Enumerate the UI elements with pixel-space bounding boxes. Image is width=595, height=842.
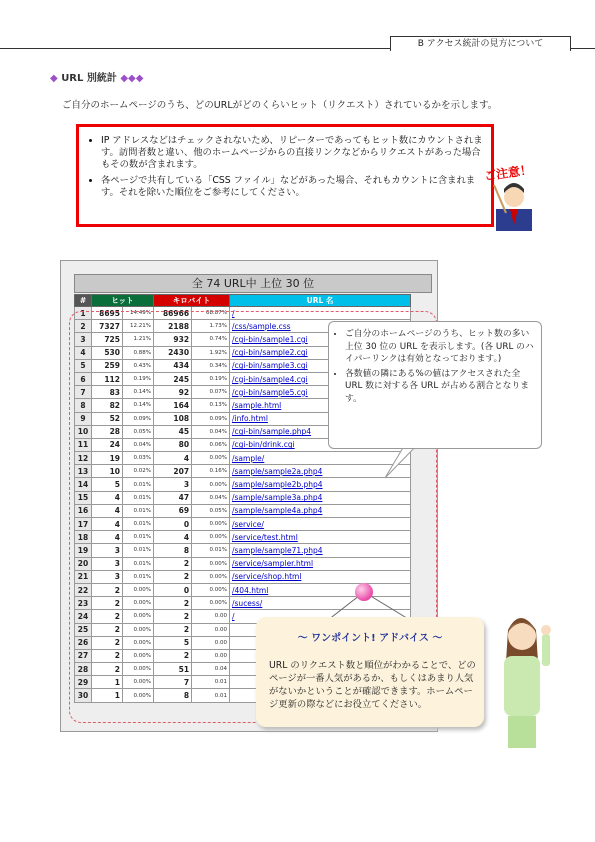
url-link[interactable]: /service/: [230, 518, 411, 531]
hits-percent-cell: 0.00%: [123, 676, 154, 689]
kilobytes-cell: 3: [154, 478, 192, 491]
hits-cell: 5: [92, 478, 123, 491]
kilobytes-cell: 8: [154, 544, 192, 557]
url-link[interactable]: /css/sample.css: [230, 320, 411, 333]
kilobytes-cell: 80: [154, 438, 192, 451]
kilobytes-cell: 2: [154, 557, 192, 570]
hits-cell: 1: [92, 689, 123, 702]
hits-percent-cell: 0.01%: [123, 491, 154, 504]
diamond-icon: ◆: [50, 73, 58, 84]
hits-percent-cell: 0.01%: [123, 504, 154, 517]
kilobytes-percent-cell: 0.04%: [192, 425, 230, 438]
col-url: URL 名: [230, 295, 411, 307]
section-title-text: URL 別統計: [61, 73, 117, 84]
hits-cell: 4: [92, 504, 123, 517]
hits-percent-cell: 0.88%: [123, 346, 154, 359]
url-link[interactable]: /cgi-bin/sample5.cgi: [230, 386, 411, 399]
hits-cell: 8695: [92, 307, 123, 320]
hits-percent-cell: 0.01%: [123, 518, 154, 531]
man-pointing-illustration: [492, 175, 536, 231]
url-link[interactable]: /cgi-bin/sample3.cgi: [230, 359, 411, 372]
hits-cell: 83: [92, 386, 123, 399]
kilobytes-cell: 45: [154, 425, 192, 438]
url-link[interactable]: /404.html: [230, 583, 411, 596]
hits-cell: 259: [92, 359, 123, 372]
kilobytes-percent-cell: 0.06%: [192, 438, 230, 451]
hits-percent-cell: 0.00%: [123, 597, 154, 610]
rank-cell: 2: [75, 320, 92, 333]
hits-cell: 2: [92, 583, 123, 596]
hits-percent-cell: 0.01%: [123, 478, 154, 491]
hits-cell: 2: [92, 597, 123, 610]
url-link[interactable]: /cgi-bin/sample1.cgi: [230, 333, 411, 346]
url-link[interactable]: /sample/sample71.php4: [230, 544, 411, 557]
rank-cell: 26: [75, 636, 92, 649]
kilobytes-cell: 2188: [154, 320, 192, 333]
kilobytes-percent-cell: 68.87%: [192, 307, 230, 320]
caution-box: [76, 124, 494, 227]
rank-cell: 15: [75, 491, 92, 504]
rank-cell: 30: [75, 689, 92, 702]
hits-cell: 52: [92, 412, 123, 425]
hits-cell: 2: [92, 649, 123, 662]
rank-cell: 29: [75, 676, 92, 689]
kilobytes-cell: 7: [154, 676, 192, 689]
explanation-bubble: [328, 321, 542, 449]
rank-cell: 19: [75, 544, 92, 557]
url-link[interactable]: /sample/sample4a.php4: [230, 504, 411, 517]
hits-percent-cell: 0.01%: [123, 557, 154, 570]
url-link[interactable]: /service/shop.html: [230, 570, 411, 583]
rank-cell: 8: [75, 399, 92, 412]
table-title: 全 74 URL中 上位 30 位: [74, 274, 432, 293]
url-link[interactable]: /info.html: [230, 412, 411, 425]
rank-cell: 28: [75, 663, 92, 676]
rank-cell: 13: [75, 465, 92, 478]
url-link[interactable]: /cgi-bin/sample.php4: [230, 425, 411, 438]
kilobytes-cell: 4: [154, 531, 192, 544]
hits-cell: 28: [92, 425, 123, 438]
url-link[interactable]: /sucess/: [230, 597, 411, 610]
hits-cell: 3: [92, 557, 123, 570]
kilobytes-cell: 47: [154, 491, 192, 504]
rank-cell: 27: [75, 649, 92, 662]
rank-cell: 16: [75, 504, 92, 517]
kilobytes-cell: 2: [154, 610, 192, 623]
kilobytes-percent-cell: 0.04: [192, 663, 230, 676]
kilobytes-cell: 108: [154, 412, 192, 425]
hits-cell: 7327: [92, 320, 123, 333]
col-rank: #: [75, 295, 92, 307]
url-link[interactable]: /service/sampler.html: [230, 557, 411, 570]
hits-cell: 2: [92, 623, 123, 636]
hits-cell: 10: [92, 465, 123, 478]
kilobytes-percent-cell: 0.05%: [192, 504, 230, 517]
url-link[interactable]: /service/test.html: [230, 531, 411, 544]
rank-cell: 6: [75, 372, 92, 385]
kilobytes-percent-cell: 0.00: [192, 636, 230, 649]
hits-percent-cell: 0.01%: [123, 544, 154, 557]
section-title: [50, 69, 143, 84]
hits-percent-cell: 0.14%: [123, 386, 154, 399]
hits-percent-cell: 0.19%: [123, 372, 154, 385]
url-link[interactable]: /sample.html: [230, 399, 411, 412]
kilobytes-cell: 4: [154, 452, 192, 465]
kilobytes-percent-cell: 0.04%: [192, 491, 230, 504]
hits-percent-cell: 0.02%: [123, 465, 154, 478]
hits-percent-cell: 12.21%: [123, 320, 154, 333]
table-header-row: [75, 295, 411, 307]
url-link[interactable]: /sample/sample3a.php4: [230, 491, 411, 504]
kilobytes-percent-cell: 0.00%: [192, 478, 230, 491]
hits-cell: 1: [92, 676, 123, 689]
rank-cell: 23: [75, 597, 92, 610]
hits-percent-cell: 0.00%: [123, 663, 154, 676]
advice-title: ～ ワンポイント! アドバイス ～: [297, 633, 443, 644]
rank-cell: 14: [75, 478, 92, 491]
rank-cell: 5: [75, 359, 92, 372]
kilobytes-cell: 434: [154, 359, 192, 372]
kilobytes-cell: 92: [154, 386, 192, 399]
rank-cell: 20: [75, 557, 92, 570]
hits-percent-cell: 0.04%: [123, 438, 154, 451]
hits-percent-cell: 0.00%: [123, 649, 154, 662]
kilobytes-percent-cell: 0.00%: [192, 531, 230, 544]
rank-cell: 7: [75, 386, 92, 399]
kilobytes-percent-cell: 0.00%: [192, 570, 230, 583]
rank-cell: 22: [75, 583, 92, 596]
rank-cell: 4: [75, 346, 92, 359]
hits-cell: 725: [92, 333, 123, 346]
kilobytes-cell: 2430: [154, 346, 192, 359]
kilobytes-cell: 164: [154, 399, 192, 412]
hits-cell: 4: [92, 491, 123, 504]
kilobytes-percent-cell: 0.01%: [192, 544, 230, 557]
kilobytes-cell: 0: [154, 518, 192, 531]
rank-cell: 3: [75, 333, 92, 346]
rank-cell: 9: [75, 412, 92, 425]
bubble-item: • 各数値の隣にある%の値はアクセスされた全 URL 数に対する各 URL が占める割合となります。: [345, 368, 535, 406]
kilobytes-percent-cell: 0.00%: [192, 557, 230, 570]
col-kilobytes: キロバイト: [154, 295, 230, 307]
hits-cell: 4: [92, 518, 123, 531]
hits-percent-cell: 0.05%: [123, 425, 154, 438]
diamond-trail-icon: ◆◆◆: [120, 73, 144, 84]
rank-cell: 12: [75, 452, 92, 465]
hits-percent-cell: 0.00%: [123, 623, 154, 636]
hits-cell: 2: [92, 663, 123, 676]
caution-badge: ご注意！: [483, 162, 533, 184]
url-link[interactable]: /cgi-bin/sample2.cgi: [230, 346, 411, 359]
rank-cell: 25: [75, 623, 92, 636]
hits-cell: 112: [92, 372, 123, 385]
pushpin-icon: [355, 583, 373, 601]
kilobytes-percent-cell: 0.74%: [192, 333, 230, 346]
hits-percent-cell: 0.14%: [123, 399, 154, 412]
kilobytes-cell: 207: [154, 465, 192, 478]
kilobytes-cell: 51: [154, 663, 192, 676]
kilobytes-cell: 2: [154, 597, 192, 610]
url-link[interactable]: /cgi-bin/sample4.cgi: [230, 372, 411, 385]
col-hits: ヒット: [92, 295, 154, 307]
rank-cell: 11: [75, 438, 92, 451]
hits-percent-cell: 0.00%: [123, 689, 154, 702]
kilobytes-percent-cell: 1.73%: [192, 320, 230, 333]
intro-text: ご自分のホームページのうち、どのURLがどのくらいヒット（リクエスト）されているかを示します。: [62, 100, 498, 111]
rank-cell: 21: [75, 570, 92, 583]
hits-cell: 2: [92, 610, 123, 623]
hits-cell: 82: [92, 399, 123, 412]
hits-percent-cell: 1.21%: [123, 333, 154, 346]
rank-cell: 10: [75, 425, 92, 438]
hits-cell: 530: [92, 346, 123, 359]
url-link[interactable]: /: [230, 610, 411, 623]
caution-item: • IP アドレスなどはチェックされないため、リピーターであってもヒット数にカウントされます。訪問者数と違い、他のホームページからの直接リンクなどからリクエストがあった場合もその数が含まれます。: [101, 135, 483, 171]
rank-cell: 18: [75, 531, 92, 544]
hits-percent-cell: 0.03%: [123, 452, 154, 465]
hits-percent-cell: 0.00%: [123, 610, 154, 623]
rank-cell: 17: [75, 518, 92, 531]
kilobytes-percent-cell: 1.92%: [192, 346, 230, 359]
kilobytes-percent-cell: 0.01: [192, 689, 230, 702]
kilobytes-percent-cell: 0.00: [192, 649, 230, 662]
hits-percent-cell: 0.00%: [123, 636, 154, 649]
rank-cell: 1: [75, 307, 92, 320]
bubble-item: • ご自分のホームページのうち、ヒット数の多い上位 30 位の URL を表示します。(各 URL のハイパーリンクは有効となっております。): [345, 328, 535, 366]
url-link[interactable]: /sample/: [230, 452, 411, 465]
kilobytes-percent-cell: 0.34%: [192, 359, 230, 372]
kilobytes-percent-cell: 0.09%: [192, 412, 230, 425]
hits-percent-cell: 0.01%: [123, 531, 154, 544]
hits-percent-cell: 0.00%: [123, 583, 154, 596]
kilobytes-percent-cell: 0.00%: [192, 452, 230, 465]
kilobytes-percent-cell: 0.07%: [192, 386, 230, 399]
kilobytes-cell: 5: [154, 636, 192, 649]
kilobytes-percent-cell: 0.00: [192, 610, 230, 623]
kilobytes-cell: 2: [154, 623, 192, 636]
hits-cell: 2: [92, 636, 123, 649]
hits-percent-cell: 14.49%: [123, 307, 154, 320]
rank-cell: 24: [75, 610, 92, 623]
kilobytes-percent-cell: 0.00%: [192, 583, 230, 596]
page-header: B アクセス統計の見方について: [390, 36, 571, 51]
url-link[interactable]: /cgi-bin/drink.cgi: [230, 438, 411, 451]
hits-percent-cell: 0.43%: [123, 359, 154, 372]
kilobytes-cell: 69: [154, 504, 192, 517]
hits-percent-cell: 0.01%: [123, 570, 154, 583]
kilobytes-cell: 2: [154, 570, 192, 583]
hits-cell: 4: [92, 531, 123, 544]
advice-box: [256, 617, 484, 727]
hits-cell: 19: [92, 452, 123, 465]
kilobytes-percent-cell: 0.00%: [192, 597, 230, 610]
kilobytes-percent-cell: 0.16%: [192, 465, 230, 478]
url-link[interactable]: /sample/sample2a.php4: [230, 465, 411, 478]
kilobytes-cell: 932: [154, 333, 192, 346]
kilobytes-percent-cell: 0.19%: [192, 372, 230, 385]
hits-cell: 3: [92, 570, 123, 583]
hits-percent-cell: 0.09%: [123, 412, 154, 425]
hits-cell: 24: [92, 438, 123, 451]
caution-item: • 各ページで共有している「CSS ファイル」などがあった場合、それもカウントに含まれます。それを除いた順位をご参考にしてください。: [101, 175, 483, 199]
kilobytes-cell: 245: [154, 372, 192, 385]
kilobytes-cell: 86966: [154, 307, 192, 320]
url-link[interactable]: /: [230, 307, 411, 320]
kilobytes-cell: 2: [154, 649, 192, 662]
hits-cell: 3: [92, 544, 123, 557]
kilobytes-percent-cell: 0.01: [192, 676, 230, 689]
kilobytes-cell: 8: [154, 689, 192, 702]
kilobytes-percent-cell: 0.00: [192, 623, 230, 636]
kilobytes-percent-cell: 0.00%: [192, 518, 230, 531]
woman-illustration: [490, 600, 560, 760]
kilobytes-cell: 0: [154, 583, 192, 596]
advice-body: URL のリクエスト数と順位がわかることで、どのページが一番人気があるか、もしくはあまり人気がないかということが確認できます。ホームページ更新の際などにお役立てください。: [269, 660, 476, 710]
kilobytes-percent-cell: 0.13%: [192, 399, 230, 412]
url-link[interactable]: /sample/sample2b.php4: [230, 478, 411, 491]
